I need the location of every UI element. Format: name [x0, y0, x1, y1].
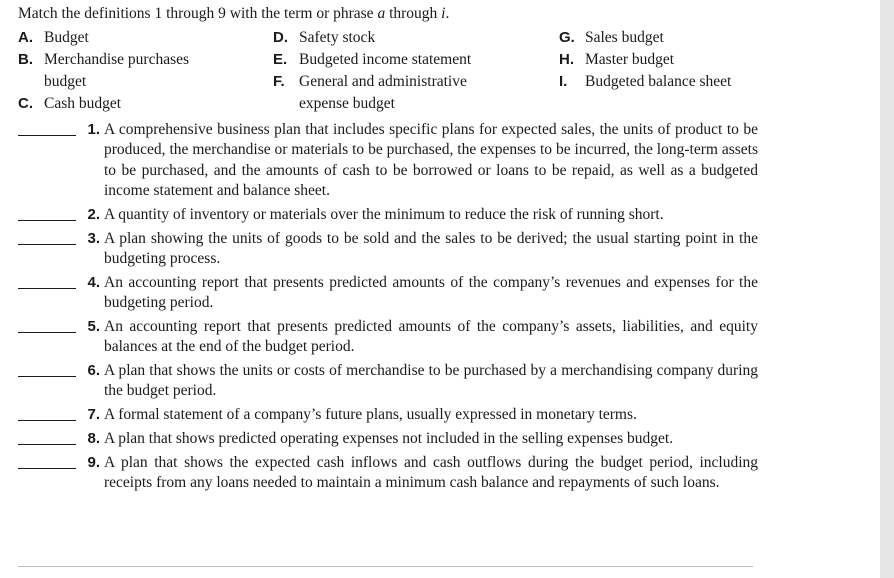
definition-number: 6.: [87, 362, 100, 379]
term-letter: H.: [559, 51, 574, 68]
terms-column-2: [273, 27, 471, 115]
definition-text: A comprehensive business plan that includes specific plans for expected sales, the units of product to be produced, the merchandise or materials to be purchased, the expenses to be incurred, the long-term assets to be purchased, and the amounts of cash to be borrowed or loans to be repaid, as well as a budgeted income statement and balance sheet.: [104, 121, 758, 199]
answer-blank[interactable]: [18, 453, 76, 469]
definition-number: 3.: [87, 230, 100, 247]
definition-2: [18, 205, 758, 225]
term-g: [559, 27, 731, 49]
term-label: Master budget: [585, 51, 675, 68]
definition-number: 1.: [87, 121, 100, 138]
term-b: [18, 49, 189, 93]
answer-blank[interactable]: [18, 317, 76, 333]
answer-blank[interactable]: [18, 405, 76, 421]
definition-number: 4.: [87, 274, 100, 291]
term-label: General and administrative: [299, 73, 467, 90]
term-label: Budget: [44, 29, 89, 46]
definition-4: [18, 273, 758, 314]
term-e: [273, 49, 471, 71]
term-a: [18, 27, 189, 49]
instructions: [18, 5, 449, 23]
definition-text: A formal statement of a company’s future plans, usually expressed in monetary terms.: [104, 406, 637, 423]
term-i: [559, 71, 731, 93]
term-letter: A.: [18, 29, 33, 46]
term-letter: D.: [273, 29, 288, 46]
instructions-letter-i: i: [441, 5, 446, 22]
definition-9: [18, 453, 758, 494]
definition-number: 2.: [87, 206, 100, 223]
instructions-text-middle: through: [385, 5, 442, 22]
terms-column-1: [18, 27, 189, 115]
definition-text: An accounting report that presents predicted amounts of the company’s revenues and expenses for the budgeting period.: [104, 274, 758, 312]
term-d: [273, 27, 471, 49]
term-label: Budgeted balance sheet: [585, 73, 732, 90]
term-letter: B.: [18, 51, 33, 68]
instructions-text-after: .: [445, 5, 450, 22]
definition-text: A quantity of inventory or materials over the minimum to reduce the risk of running short.: [104, 206, 664, 223]
term-letter: F.: [273, 73, 285, 90]
definition-text: A plan that shows predicted operating expenses not included in the selling expenses budget.: [104, 430, 674, 447]
answer-blank[interactable]: [18, 205, 76, 221]
term-label: Merchandise purchases: [44, 51, 190, 68]
term-label: Budgeted income statement: [299, 51, 472, 68]
term-letter: G.: [559, 29, 575, 46]
answer-blank[interactable]: [18, 273, 76, 289]
term-label: Safety stock: [299, 29, 376, 46]
answer-blank[interactable]: [18, 229, 76, 245]
answer-blank[interactable]: [18, 429, 76, 445]
definition-number: 7.: [87, 406, 100, 423]
definition-5: [18, 317, 758, 358]
term-label: Cash budget: [44, 95, 122, 112]
definition-3: [18, 229, 758, 270]
definition-text: A plan showing the units of goods to be sold and the sales to be derived; the usual starting point in the budgeting process.: [104, 230, 758, 268]
page-edge: [880, 0, 894, 578]
definition-number: 5.: [87, 318, 100, 335]
definition-8: [18, 429, 758, 449]
term-label-line-2: budget: [44, 73, 87, 90]
term-c: [18, 93, 189, 115]
term-letter: C.: [18, 95, 33, 112]
answer-blank[interactable]: [18, 120, 76, 136]
definition-1: [18, 120, 758, 201]
definition-text: A plan that shows the units or costs of merchandise to be purchased by a merchandising company during the budget period.: [104, 362, 758, 400]
term-label: Sales budget: [585, 29, 664, 46]
definition-number: 9.: [87, 454, 100, 471]
definition-text: An accounting report that presents predicted amounts of the company’s assets, liabilities, and equity balances at the end of the budget period.: [104, 318, 758, 356]
section-divider: [18, 566, 753, 567]
definition-number: 8.: [87, 430, 100, 447]
definition-text: A plan that shows the expected cash inflows and cash outflows during the budget period, including receipts from any loans needed to maintain a minimum cash balance and repayments of such loans.: [104, 454, 758, 492]
instructions-text-before: Match the definitions 1 through 9 with the term or phrase: [18, 5, 378, 22]
answer-blank[interactable]: [18, 361, 76, 377]
definition-7: [18, 405, 758, 425]
terms-column-3: [559, 27, 731, 93]
term-h: [559, 49, 731, 71]
term-label-line-2: expense budget: [299, 95, 395, 112]
term-f: [273, 71, 471, 115]
instructions-letter-a: a: [377, 5, 386, 22]
term-letter: E.: [273, 51, 288, 68]
term-letter: I.: [559, 73, 568, 90]
definition-6: [18, 361, 758, 402]
